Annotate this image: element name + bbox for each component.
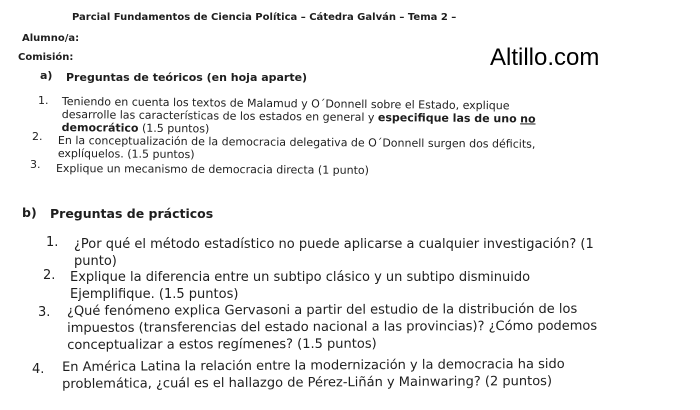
student-name-label: Alumno/a: [22,33,80,44]
section-b-marker: b) [22,205,37,220]
exam-title: Parcial Fundamentos de Ciencia Política – Cátedra Galván – Tema 2 – [72,12,457,23]
section-b-item-4-line-2: problemática, ¿cuál es el hallazgo de Pérez-Liñán y Mainwaring? (2 puntos) [62,374,553,392]
section-a-item-3: Explique un mecanismo de democracia directa (1 punto) [55,162,370,177]
section-b-item-1 [74,236,594,270]
section-a-item-1 [62,95,536,139]
section-b-item-4-line-1: En América Latina la relación entre la modernización y la democracia ha sido [62,356,565,375]
section-b-item-1-number: 1. [46,235,59,250]
commission-label: Comisión: [18,52,74,63]
section-b-item-2 [70,269,530,303]
section-b-item-2-line-2: Ejemplifique. (1.5 puntos) [70,287,239,302]
section-a-item-2-number: 2. [32,130,43,143]
section-b-item-3-number: 3. [38,305,51,320]
section-b-item-2-line-1: Explique la diferencia entre un subtipo clásico y un subtipo disminuido [70,270,531,285]
section-a-item-1-line-2: desarrolle las características de los estados en general y especifique las de uno no [61,107,536,126]
section-a-item-1-line-1: Teniendo en cuenta los textos de Malamud y O´Donnell sobre el Estado, explique [61,95,510,113]
section-b-heading: Preguntas de prácticos [50,206,214,221]
section-b-item-2-number: 2. [43,268,56,283]
section-b-item-1-line-2: punto) [74,254,117,269]
section-a-item-2-line-1: En la conceptualización de la democracia delegativa de O´Donnell surgen dos déficits, [57,134,536,151]
section-a-item-1-line-3: democrático (1.5 puntos) [61,120,210,136]
section-b-item-3 [67,301,597,354]
section-a-heading: Preguntas de teóricos (en hoja aparte) [66,71,308,84]
section-b-item-3-line-3: conceptualizar a estos regímenes? (1.5 puntos) [67,336,377,353]
section-b-item-4 [62,356,565,393]
site-watermark: Altillo.com [490,44,600,71]
section-b-item-4-number: 4. [32,362,45,377]
section-a-item-3-number: 3. [30,158,41,171]
section-b-item-1-line-1: ¿Por qué el método estadístico no puede aplicarse a cualquier investigación? (1 [74,237,594,252]
section-a-marker: a) [40,69,53,82]
section-a-item-2 [58,134,536,164]
section-b-item-3-line-2: impuestos (transferencias del estado nacional a las provincias)? ¿Cómo podemos [67,318,598,336]
section-a-item-1-number: 1. [38,94,49,107]
section-b-item-3-line-1: ¿Qué fenómeno explica Gervasoni a partir del estudio de la distribución de los [67,301,578,319]
section-a-item-2-line-2: explíquelos. (1.5 puntos) [57,146,195,162]
